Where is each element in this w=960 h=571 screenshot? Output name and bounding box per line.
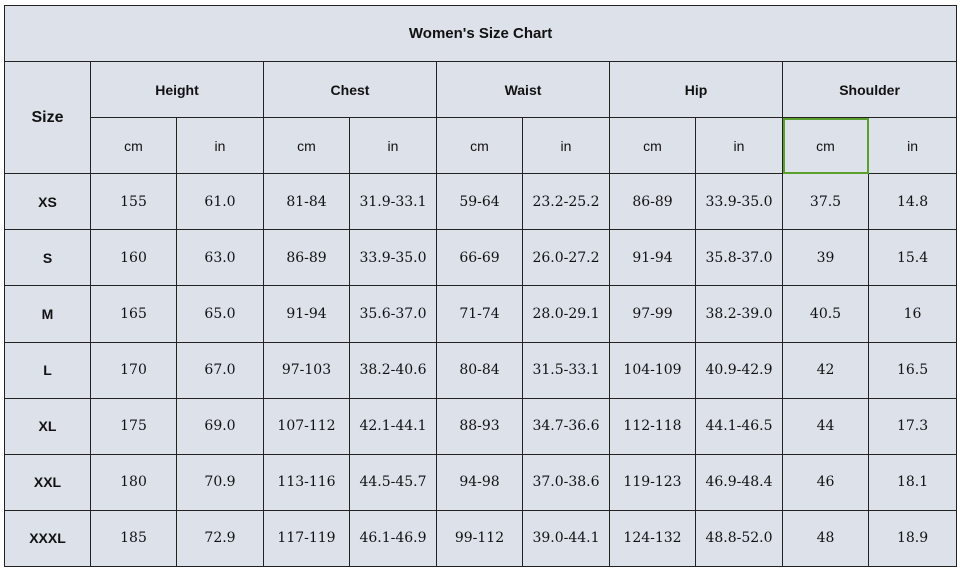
shoulder-cm-cell[interactable]: 44 (783, 398, 869, 454)
unit-header-height-in[interactable]: in (177, 118, 264, 174)
table-row (5, 174, 957, 230)
size-chart-sheet (4, 5, 956, 567)
height-in-cell[interactable]: 72.9 (177, 510, 264, 566)
size-column-header[interactable]: Size (5, 62, 91, 174)
table-row (5, 342, 957, 398)
height-cm-cell[interactable]: 185 (91, 510, 177, 566)
chest-cm-cell[interactable]: 91-94 (264, 286, 350, 342)
unit-header-waist-cm[interactable]: cm (437, 118, 523, 174)
hip-cm-cell[interactable]: 86-89 (610, 174, 696, 230)
chest-in-cell[interactable]: 44.5-45.7 (350, 454, 437, 510)
table-row (5, 230, 957, 286)
height-in-cell[interactable]: 69.0 (177, 398, 264, 454)
height-cm-cell[interactable]: 160 (91, 230, 177, 286)
waist-cm-cell[interactable]: 66-69 (437, 230, 523, 286)
shoulder-cm-cell[interactable]: 46 (783, 454, 869, 510)
unit-header-chest-cm[interactable]: cm (264, 118, 350, 174)
shoulder-in-cell[interactable]: 18.1 (869, 454, 957, 510)
table-row (5, 398, 957, 454)
chest-in-cell[interactable]: 38.2-40.6 (350, 342, 437, 398)
hip-cm-cell[interactable]: 91-94 (610, 230, 696, 286)
waist-in-cell[interactable]: 26.0-27.2 (523, 230, 610, 286)
hip-in-cell[interactable]: 48.8-52.0 (696, 510, 783, 566)
table-row (5, 454, 957, 510)
size-label-cell[interactable]: XS (5, 174, 91, 230)
size-label-cell[interactable]: XXXL (5, 510, 91, 566)
hip-cm-cell[interactable]: 124-132 (610, 510, 696, 566)
height-cm-cell[interactable]: 155 (91, 174, 177, 230)
group-header-waist[interactable]: Waist (437, 62, 610, 118)
hip-in-cell[interactable]: 35.8-37.0 (696, 230, 783, 286)
height-cm-cell[interactable]: 165 (91, 286, 177, 342)
chest-cm-cell[interactable]: 113-116 (264, 454, 350, 510)
height-in-cell[interactable]: 61.0 (177, 174, 264, 230)
table-row (5, 510, 957, 566)
waist-in-cell[interactable]: 31.5-33.1 (523, 342, 610, 398)
shoulder-in-cell[interactable]: 16.5 (869, 342, 957, 398)
unit-header-hip-cm[interactable]: cm (610, 118, 696, 174)
shoulder-cm-cell[interactable]: 48 (783, 510, 869, 566)
waist-in-cell[interactable]: 34.7-36.6 (523, 398, 610, 454)
group-header-height[interactable]: Height (91, 62, 264, 118)
chest-cm-cell[interactable]: 86-89 (264, 230, 350, 286)
chest-cm-cell[interactable]: 117-119 (264, 510, 350, 566)
unit-header-shoulder-cm-selected[interactable]: cm (783, 118, 869, 174)
chest-in-cell[interactable]: 42.1-44.1 (350, 398, 437, 454)
size-label-cell[interactable]: L (5, 342, 91, 398)
shoulder-in-cell[interactable]: 18.9 (869, 510, 957, 566)
size-chart-table (4, 5, 957, 567)
hip-in-cell[interactable]: 33.9-35.0 (696, 174, 783, 230)
unit-header-chest-in[interactable]: in (350, 118, 437, 174)
shoulder-cm-cell[interactable]: 42 (783, 342, 869, 398)
size-label-cell[interactable]: XL (5, 398, 91, 454)
height-in-cell[interactable]: 67.0 (177, 342, 264, 398)
height-cm-cell[interactable]: 175 (91, 398, 177, 454)
hip-in-cell[interactable]: 38.2-39.0 (696, 286, 783, 342)
chart-title[interactable]: Women's Size Chart (5, 6, 957, 62)
size-label-cell[interactable]: XXL (5, 454, 91, 510)
unit-header-shoulder-in[interactable]: in (869, 118, 957, 174)
shoulder-in-cell[interactable]: 17.3 (869, 398, 957, 454)
shoulder-cm-cell[interactable]: 40.5 (783, 286, 869, 342)
hip-cm-cell[interactable]: 112-118 (610, 398, 696, 454)
group-header-hip[interactable]: Hip (610, 62, 783, 118)
hip-in-cell[interactable]: 46.9-48.4 (696, 454, 783, 510)
shoulder-in-cell[interactable]: 14.8 (869, 174, 957, 230)
group-header-shoulder[interactable]: Shoulder (783, 62, 957, 118)
height-in-cell[interactable]: 65.0 (177, 286, 264, 342)
shoulder-cm-cell[interactable]: 39 (783, 230, 869, 286)
hip-in-cell[interactable]: 40.9-42.9 (696, 342, 783, 398)
waist-in-cell[interactable]: 23.2-25.2 (523, 174, 610, 230)
waist-cm-cell[interactable]: 59-64 (437, 174, 523, 230)
chest-in-cell[interactable]: 46.1-46.9 (350, 510, 437, 566)
unit-header-waist-in[interactable]: in (523, 118, 610, 174)
height-in-cell[interactable]: 63.0 (177, 230, 264, 286)
shoulder-cm-cell[interactable]: 37.5 (783, 174, 869, 230)
waist-cm-cell[interactable]: 71-74 (437, 286, 523, 342)
shoulder-in-cell[interactable]: 15.4 (869, 230, 957, 286)
hip-in-cell[interactable]: 44.1-46.5 (696, 398, 783, 454)
table-row (5, 286, 957, 342)
chest-in-cell[interactable]: 31.9-33.1 (350, 174, 437, 230)
waist-cm-cell[interactable]: 94-98 (437, 454, 523, 510)
waist-cm-cell[interactable]: 88-93 (437, 398, 523, 454)
unit-header-height-cm[interactable]: cm (91, 118, 177, 174)
unit-header-hip-in[interactable]: in (696, 118, 783, 174)
waist-cm-cell[interactable]: 80-84 (437, 342, 523, 398)
size-label-cell[interactable]: S (5, 230, 91, 286)
waist-in-cell[interactable]: 28.0-29.1 (523, 286, 610, 342)
height-cm-cell[interactable]: 180 (91, 454, 177, 510)
waist-in-cell[interactable]: 37.0-38.6 (523, 454, 610, 510)
hip-cm-cell[interactable]: 104-109 (610, 342, 696, 398)
height-cm-cell[interactable]: 170 (91, 342, 177, 398)
shoulder-in-cell[interactable]: 16 (869, 286, 957, 342)
chest-in-cell[interactable]: 33.9-35.0 (350, 230, 437, 286)
chest-cm-cell[interactable]: 81-84 (264, 174, 350, 230)
waist-in-cell[interactable]: 39.0-44.1 (523, 510, 610, 566)
hip-cm-cell[interactable]: 119-123 (610, 454, 696, 510)
height-in-cell[interactable]: 70.9 (177, 454, 264, 510)
chest-cm-cell[interactable]: 107-112 (264, 398, 350, 454)
group-header-chest[interactable]: Chest (264, 62, 437, 118)
chest-cm-cell[interactable]: 97-103 (264, 342, 350, 398)
chest-in-cell[interactable]: 35.6-37.0 (350, 286, 437, 342)
waist-cm-cell[interactable]: 99-112 (437, 510, 523, 566)
size-label-cell[interactable]: M (5, 286, 91, 342)
hip-cm-cell[interactable]: 97-99 (610, 286, 696, 342)
